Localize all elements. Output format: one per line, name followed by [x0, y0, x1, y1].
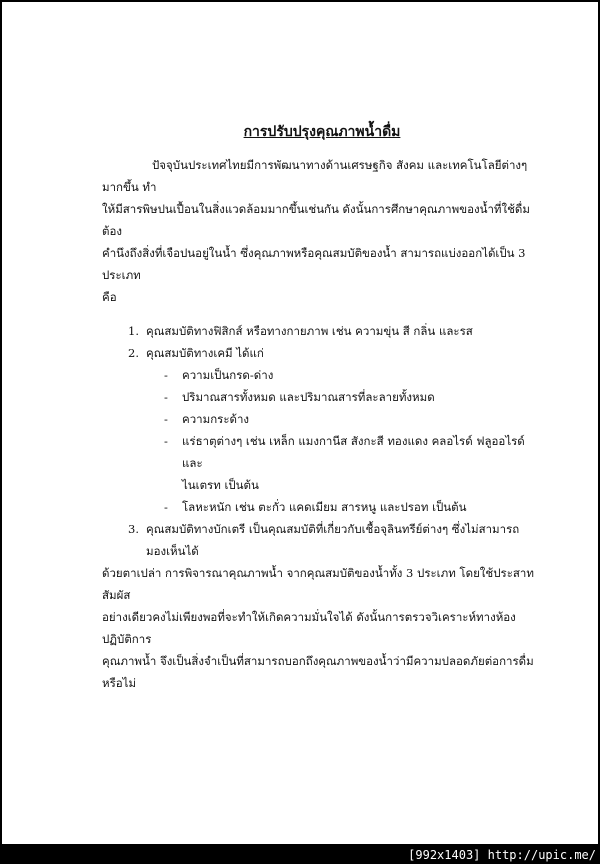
closing-line: อย่างเดียวคงไม่เพียงพอที่จะทำให้เกิดความมั่นใจได้ ดังนั้นการตรวจวิเคราะห์ทางห้องปฏิบัติการ: [102, 610, 516, 646]
list-number: 1.: [128, 324, 139, 338]
list-number: 3.: [128, 522, 139, 536]
bullet-row: [164, 496, 542, 518]
list-number: 2.: [128, 346, 139, 360]
bullet-mark: -: [164, 412, 168, 426]
intro-line: ให้มีสารพิษปนเปื้อนในสิ่งแวดล้อมมากขึ้นเช่นกัน ดังนั้นการศึกษาคุณภาพของน้ำที่ใช้ดื่ม ต้อง: [102, 202, 530, 238]
bullet-mark: -: [164, 434, 168, 448]
intro-line: คือ: [102, 290, 117, 304]
list-row: [128, 518, 542, 562]
list-item: คุณสมบัติทางเคมี ได้แก่: [146, 346, 264, 360]
list-row: [128, 320, 542, 342]
intro-line: คำนึงถึงสิ่งที่เจือปนอยู่ในน้ำ ซึ่งคุณภาพหรือคุณสมบัติของน้ำ สามารถแบ่งออกได้เป็น 3 ประเภท: [102, 246, 526, 282]
document-title: การปรับปรุงคุณภาพน้ำดื่ม: [243, 124, 401, 140]
bullet-row: [164, 386, 542, 408]
bullet-item-continued: ไนเตรท เป็นต้น: [182, 478, 259, 492]
bullet-mark: -: [164, 390, 168, 404]
document-page: [2, 2, 598, 844]
bullet-item: ความเป็นกรด-ด่าง: [182, 368, 274, 382]
intro-line: ปัจจุบันประเทศไทยมีการพัฒนาทางด้านเศรษฐกิจ สังคม และเทคโนโลยีต่างๆมากขึ้น ทำ: [102, 158, 528, 194]
closing-line: ด้วยตาเปล่า การพิจารณาคุณภาพน้ำ จากคุณสมบัติของน้ำทั้ง 3 ประเภท โดยใช้ประสาทสัมผัส: [102, 566, 534, 602]
closing-line: คุณภาพน้ำ จึงเป็นสิ่งจำเป็นที่สามารถบอกถึงคุณภาพของน้ำว่ามีความปลอดภัยต่อการดื่มหรือไม่: [102, 654, 534, 690]
list-item: คุณสมบัติทางบักเตรี เป็นคุณสมบัติที่เกี่ยวกับเชื้อจุลินทรีย์ต่างๆ ซึ่งไม่สามารถ: [146, 522, 520, 536]
bullet-item: ปริมาณสารทั้งหมด และปริมาณสารที่ละลายทั้งหมด: [182, 390, 435, 404]
bullet-item: แร่ธาตุต่างๆ เช่น เหล็ก แมงกานีส สังกะสี ทองแดง คลอไรด์ ฟลูออไรด์ และ: [182, 434, 525, 470]
bullet-item: โลหะหนัก เช่น ตะกั่ว แคดเมียม สารหนู และปรอท เป็นต้น: [182, 500, 467, 514]
list-row: [128, 342, 542, 364]
bullet-row: [164, 408, 542, 430]
bullet-row: [164, 430, 542, 496]
bullet-row: [164, 364, 542, 386]
bullet-item: ความกระด้าง: [182, 412, 250, 426]
list-item-continued: มองเห็นได้: [146, 544, 199, 558]
watermark-footer: [992x1403] http://upic.me/: [408, 848, 596, 862]
list-item: คุณสมบัติทางฟิสิกส์ หรือทางกายภาพ เช่น ความขุ่น สี กลิ่น และรส: [146, 324, 473, 338]
bullet-mark: -: [164, 368, 168, 382]
document-body: [102, 122, 542, 694]
bullet-mark: -: [164, 500, 168, 514]
